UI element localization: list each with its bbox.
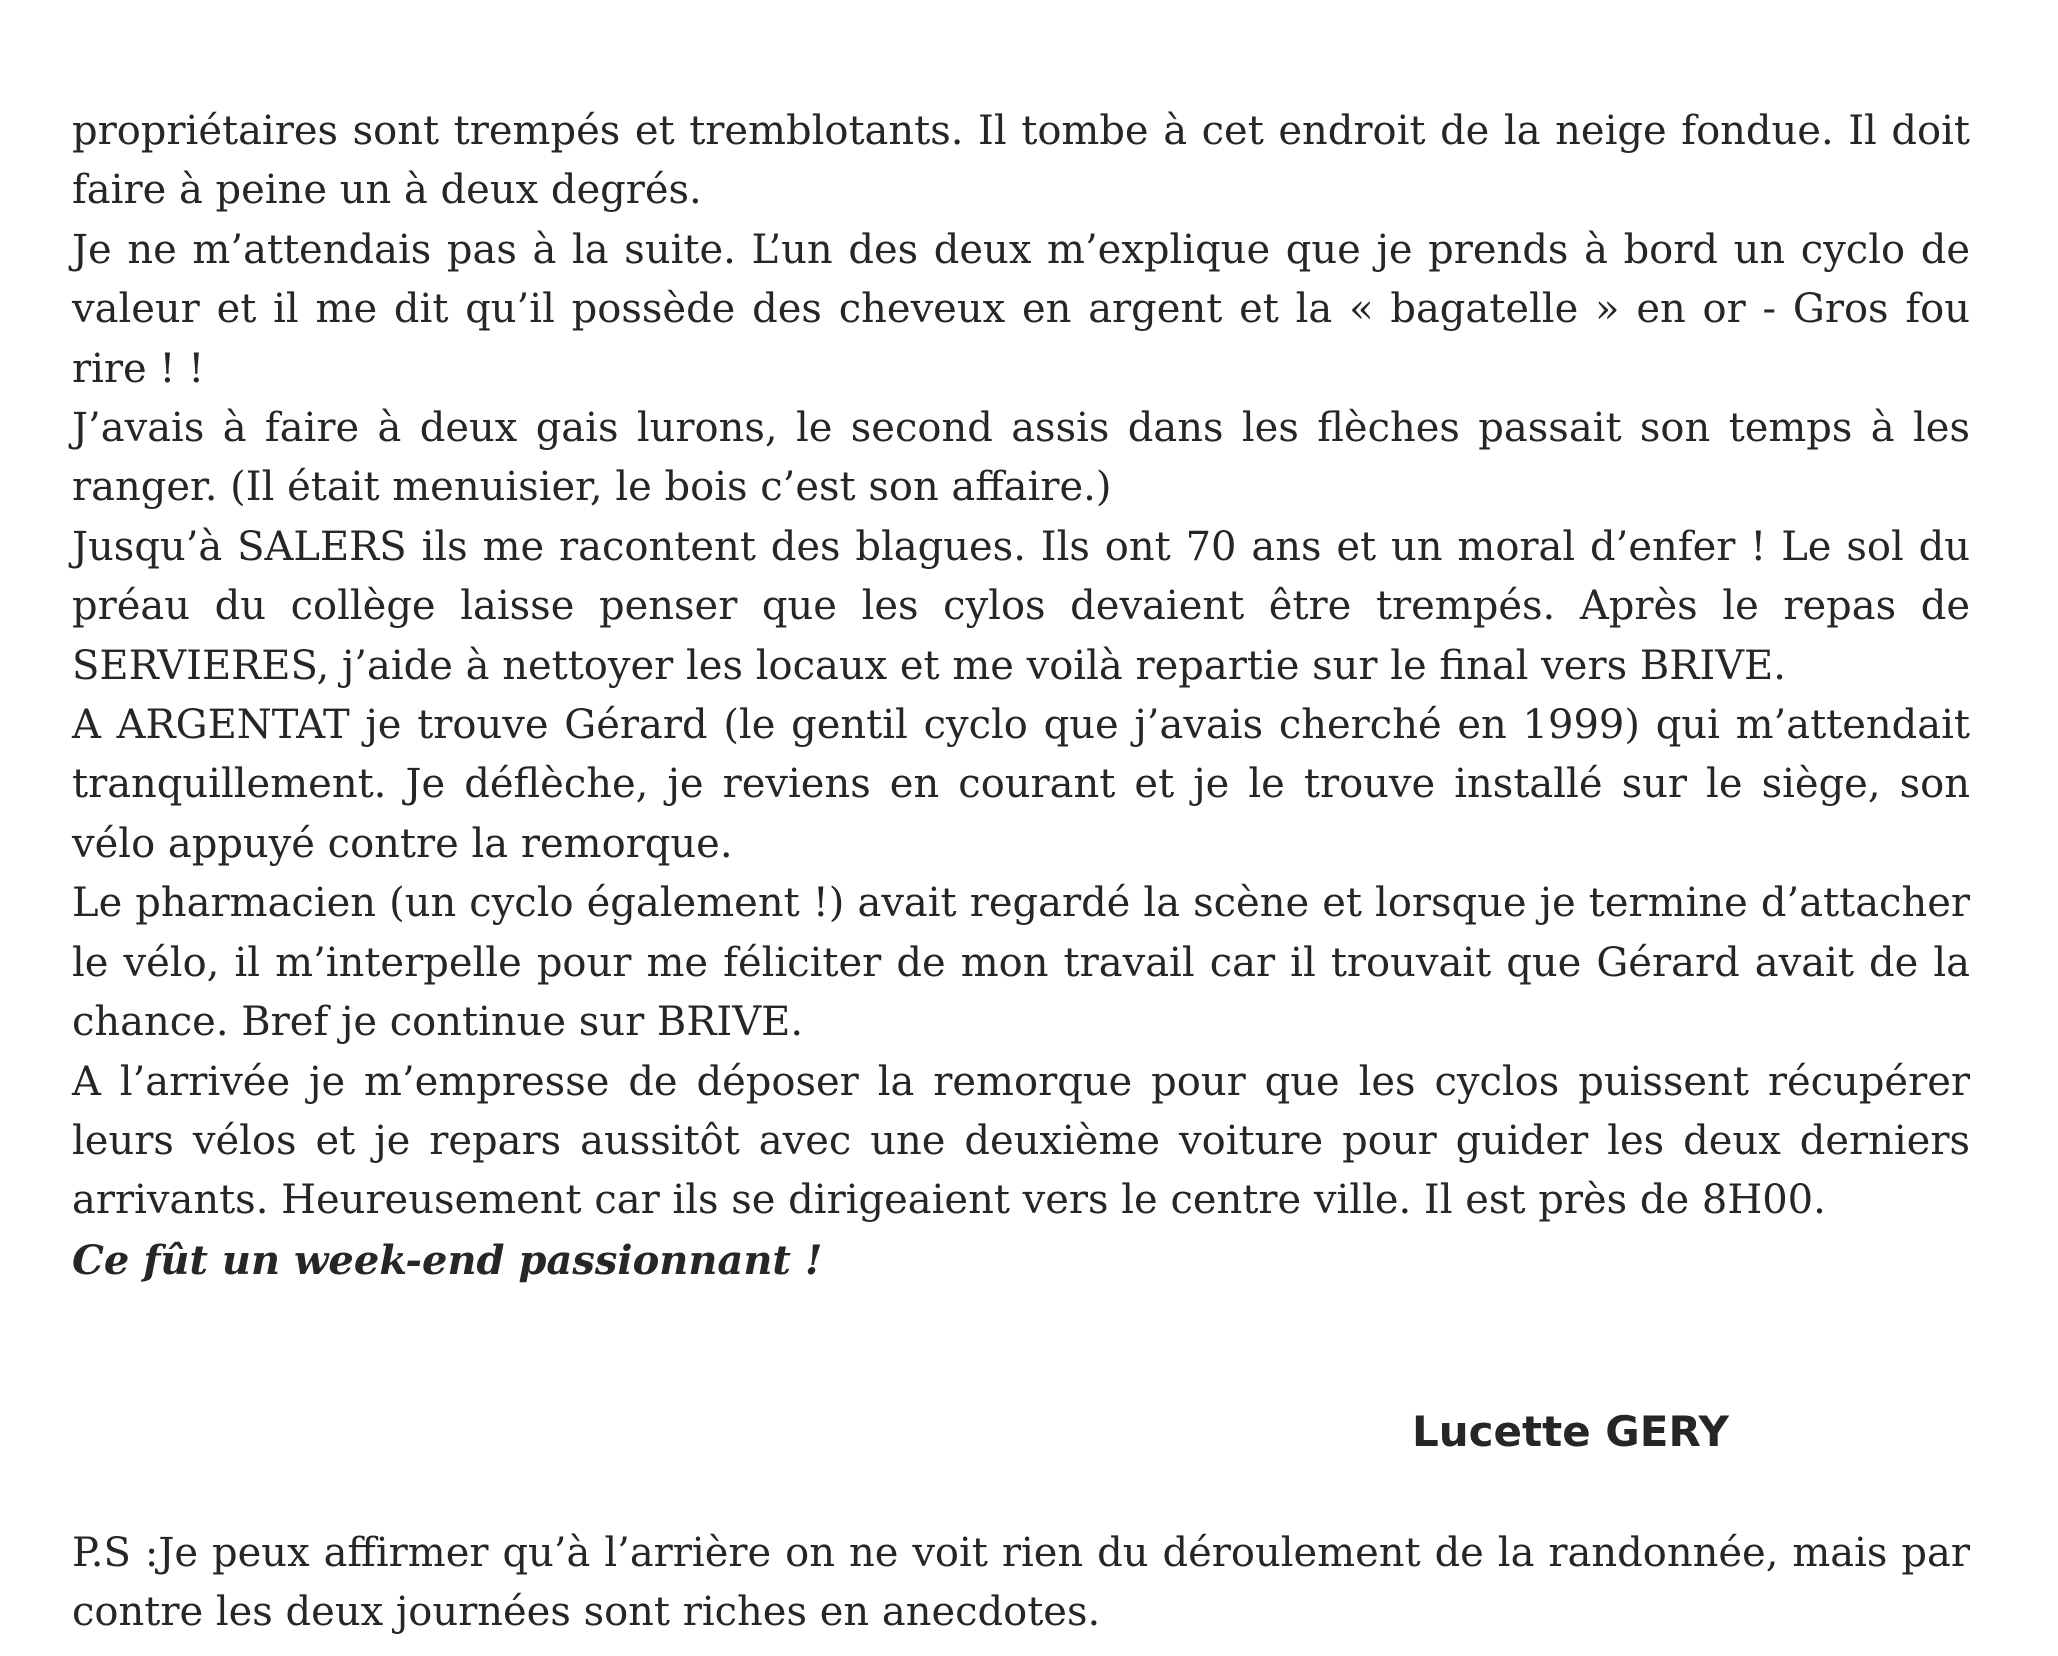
paragraph-3: J’avais à faire à deux gais lurons, le second assis dans les flèches passait son temps à les ranger. (Il était menuisier, le bois c’est son affaire.) <box>72 405 1970 511</box>
paragraph-2: Je ne m’attendais pas à la suite. L’un des deux m’explique que je prends à bord un cyclo de valeur et il me dit qu’il possède des cheveux en argent et la « bagatelle » en or - Gros fou rire ! ! <box>72 226 1970 392</box>
paragraph-5: A ARGENTAT je trouve Gérard (le gentil cyclo que j’avais cherché en 1999) qui m’attendait tranquillement. Je déflèche, je reviens en courant et je le trouve installé sur le siège, son vélo appuyé contre la remorque. <box>72 702 1970 867</box>
signature: Lucette GERY <box>1412 1407 1729 1456</box>
postscript-text: P.S :Je peux affirmer qu’à l’arrière on ne voit rien du déroulement de la randonnée, mais par contre les deux journées sont riches en anecdotes. <box>72 1530 1970 1636</box>
paragraph-4: Jusqu’à SALERS ils me racontent des blagues. Ils ont 70 ans et un moral d’enfer ! Le sol du préau du collège laisse penser que les cylos devaient être trempés. Après le repas de SERVIERES, j’aide à nettoyer les locaux et me voilà repartie sur le final vers BRIVE. <box>72 523 1970 689</box>
closing-line: Ce fût un week-end passionnant ! <box>72 1236 823 1284</box>
paragraph-7: A l’arrivée je m’empresse de déposer la remorque pour que les cyclos puissent récupérer leurs vélos et je repars aussitôt avec une deuxième voiture pour guider les deux derniers arrivants. Heureusement car ils se dirigeaient vers le centre ville. Il est près de 8H00. <box>72 1058 1970 1224</box>
postscript <box>72 1524 1970 1643</box>
paragraph-6: Le pharmacien (un cyclo également !) avait regardé la scène et lorsque je termine d’attacher le vélo, il m’interpelle pour me féliciter de mon travail car il trouvait que Gérard avait de la chance. Bref je continue sur BRIVE. <box>72 880 1970 1046</box>
paragraph-1: propriétaires sont trempés et tremblotants. Il tombe à cet endroit de la neige fondue. Il doit faire à peine un à deux degrés. <box>72 108 1970 214</box>
letter-body <box>72 102 1970 1290</box>
